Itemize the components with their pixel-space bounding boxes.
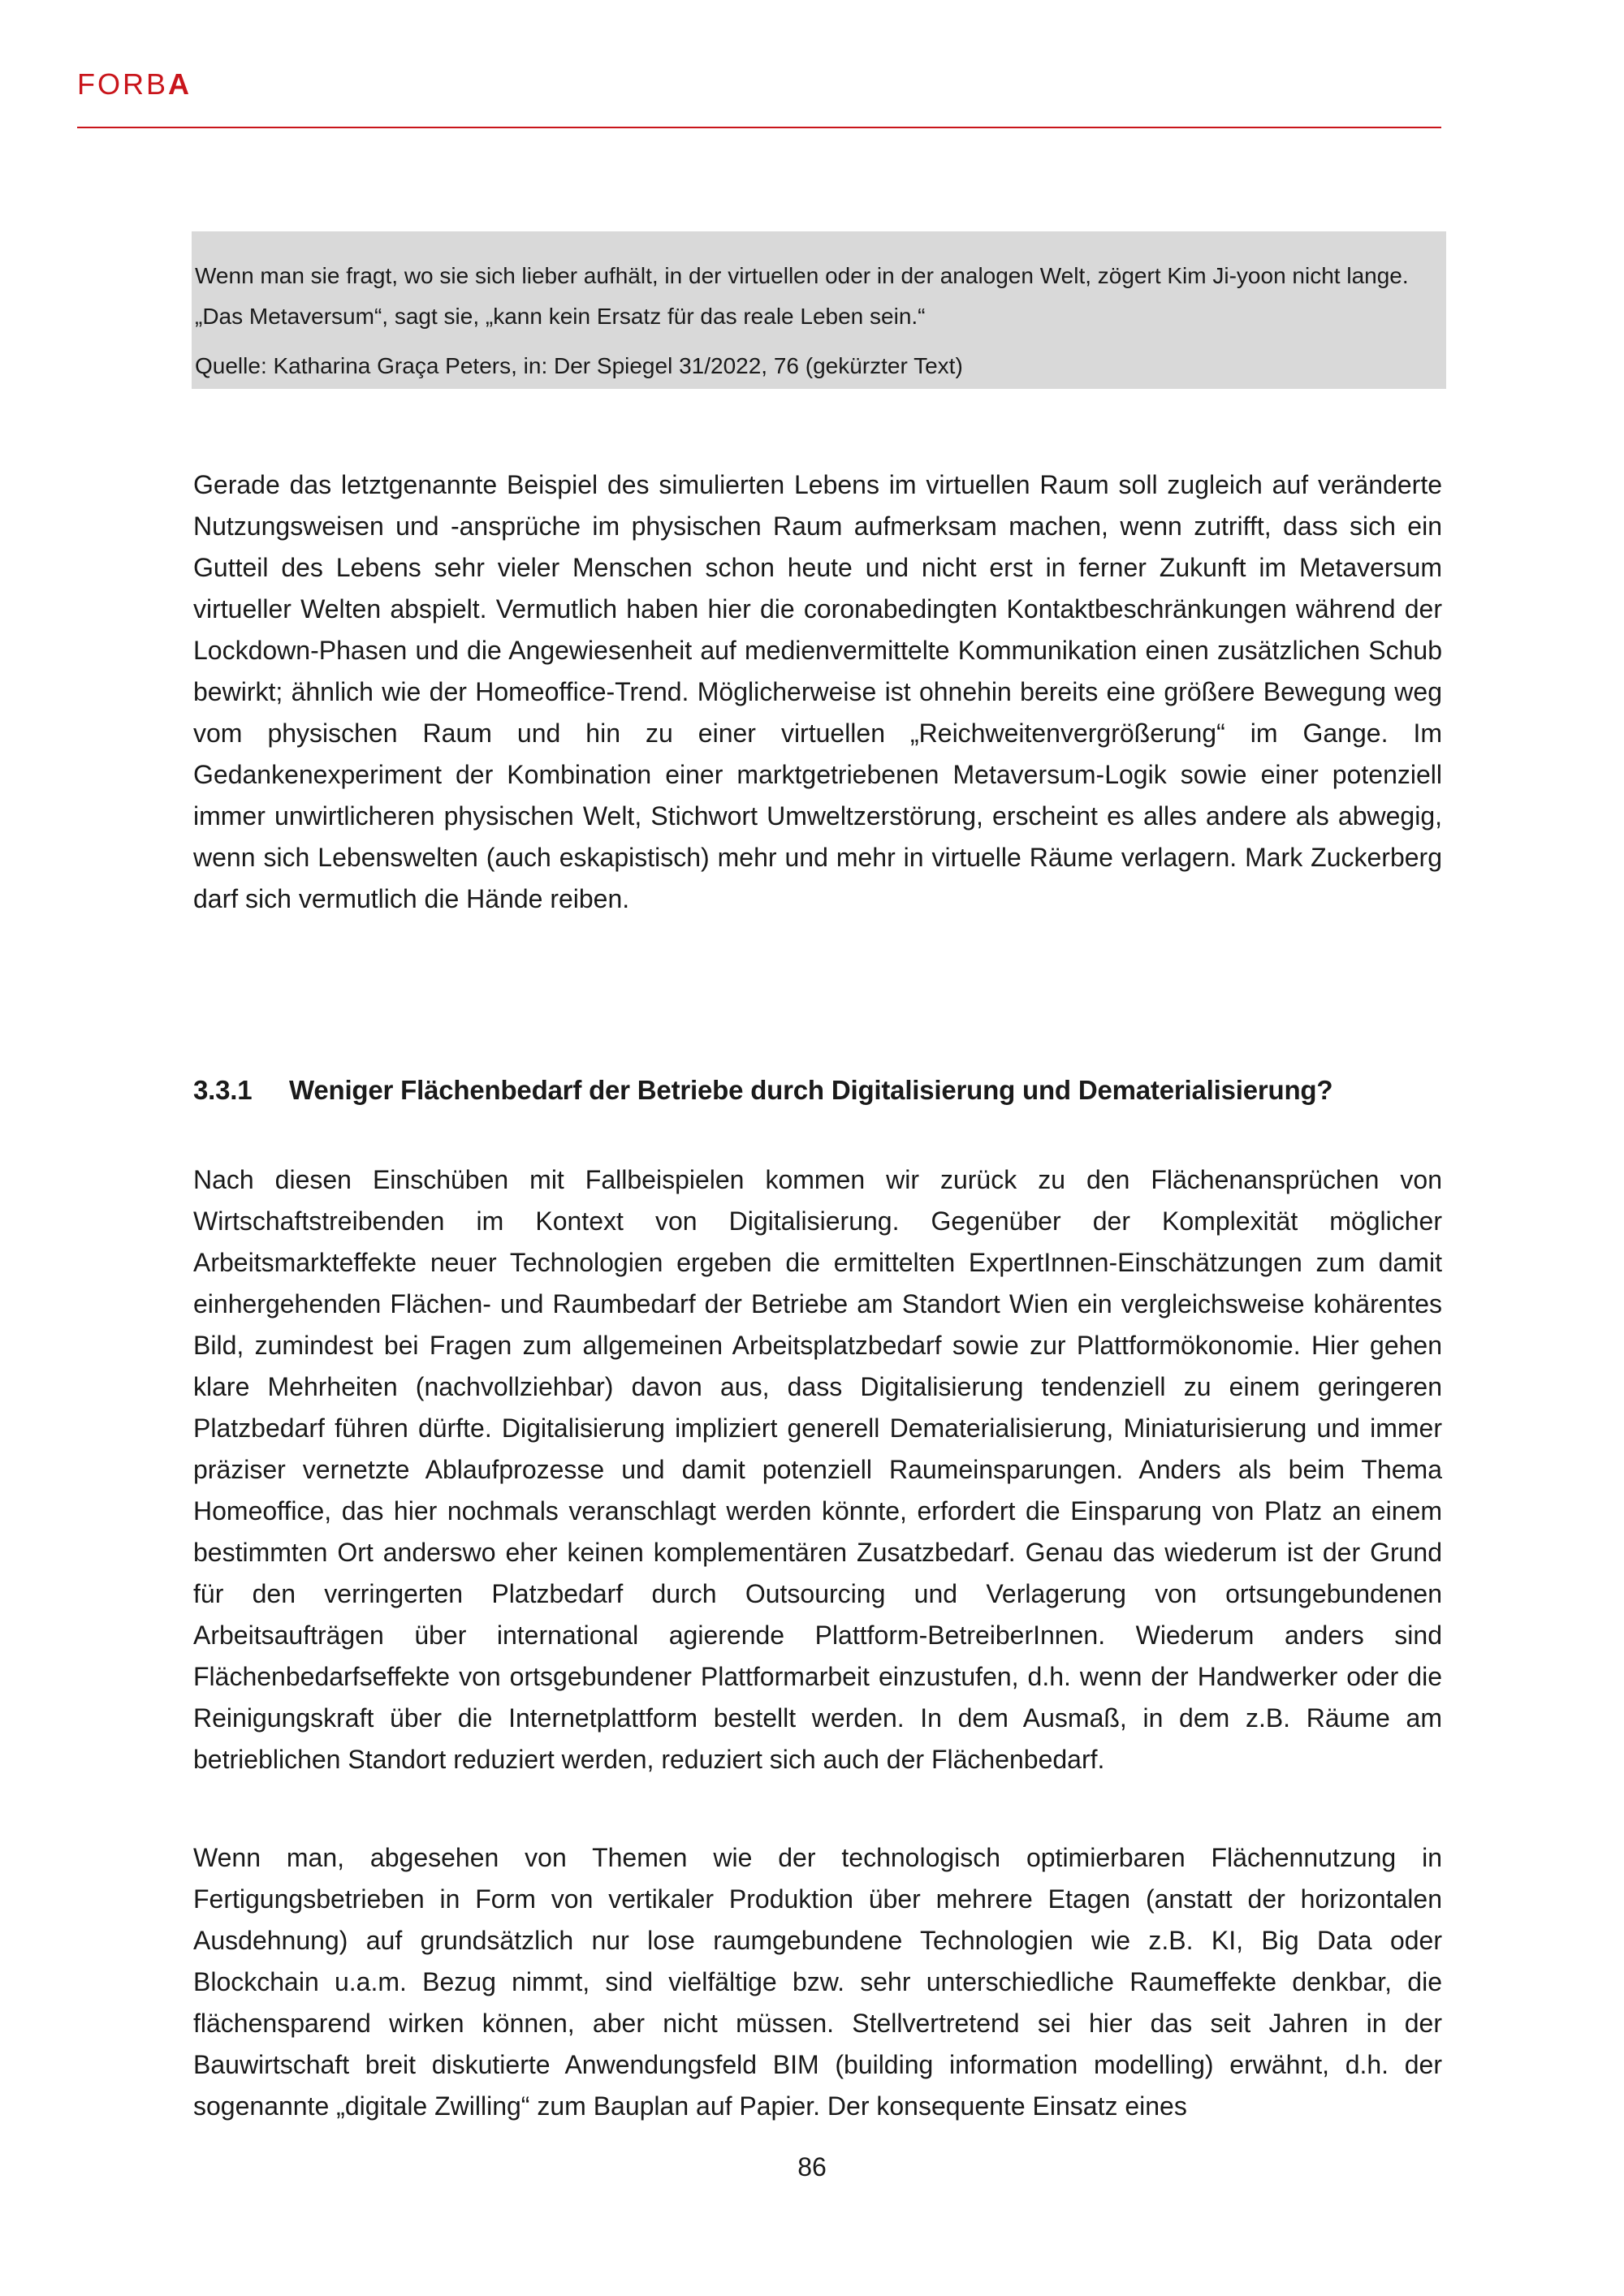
logo-text-bold: A xyxy=(168,67,192,101)
section-title: Weniger Flächenbedarf der Betriebe durch Digitalisierung und Dematerialisierung? xyxy=(289,1075,1333,1105)
quote-text: Wenn man sie fragt, wo sie sich lieber aufhält, in der virtuellen oder in der analogen Welt, zögert Kim Ji-yoon nicht lange. „Das Metaversum“, sagt sie, „kann kein Ersatz für das reale Leben sein.“ xyxy=(195,263,1409,329)
body-paragraph-1: Gerade das letztgenannte Beispiel des simulierten Lebens im virtuellen Raum soll zugleich auf veränderte Nutzungsweisen und -ansprüche im physischen Raum aufmerksam machen, wenn zutrifft, dass sich ein Gutteil des Lebens sehr vieler Menschen schon heute und nicht erst in ferner Zukunft im Metaversum virtueller Welten abspielt. Vermutlich haben hier die coronabedingten Kontaktbeschränkungen während der Lockdown-Phasen und die Angewiesenheit auf medienvermittelte Kommunikation einen zusätzlichen Schub bewirkt; ähnlich wie der Homeoffice-Trend. Möglicherweise ist ohnehin bereits eine größere Bewegung weg vom physischen Raum und hin zu einer virtuellen „Reichweitenvergrößerung“ im Gange. Im Gedankenexperiment der Kombination einer marktgetriebenen Metaversum-Logik sowie einer potenziell immer unwirtlicheren physischen Welt, Stichwort Umweltzerstörung, erscheint es alles andere als abwegig, wenn sich Lebenswelten (auch eskapistisch) mehr und mehr in virtuelle Räume verlagern. Mark Zuckerberg darf sich vermutlich die Hände reiben. xyxy=(193,470,1442,913)
section-heading xyxy=(193,1070,1332,1111)
page-number: 86 xyxy=(797,2152,827,2182)
logo-text-regular: FORB xyxy=(77,67,169,101)
section-paragraph-2: Wenn man, abgesehen von Themen wie der technologisch optimierbaren Flächennutzung in Fertigungsbetrieben in Form von vertikaler Produktion über mehrere Etagen (anstatt der horizontalen Ausdehnung) auf grundsätzlich nur lose raumgebundene Technologien wie z.B. KI, Big Data oder Blockchain u.a.m. Bezug nimmt, sind vielfältige bzw. sehr unterschiedliche Raumeffekte denkbar, die flächensparend wirken können, aber nicht müssen. Stellvertretend sei hier das seit Jahren in der Bauwirtschaft breit diskutierte Anwendungsfeld BIM (building information modelling) erwähnt, d.h. der sogenannte „digitale Zwilling“ zum Bauplan auf Papier. Der konsequente Einsatz eines xyxy=(193,1843,1442,2121)
forba-logo xyxy=(77,67,192,101)
header-divider xyxy=(77,127,1441,128)
quote-box xyxy=(192,231,1446,389)
section-paragraph-1: Nach diesen Einschüben mit Fallbeispielen kommen wir zurück zu den Flächenansprüchen von Wirtschaftstreibenden im Kontext von Digitalisierung. Gegenüber der Komplexität möglicher Arbeitsmarkteffekte neuer Technologien ergeben die ermittelten ExpertInnen-Einschätzungen zum damit einhergehenden Flächen- und Raumbedarf der Betriebe am Standort Wien ein vergleichsweise kohärentes Bild, zumindest bei Fragen zum allgemeinen Arbeitsplatzbedarf sowie zur Plattformökonomie. Hier gehen klare Mehrheiten (nachvollziehbar) davon aus, dass Digitalisierung tendenziell zu einem geringeren Platzbedarf führen dürfte. Digitalisierung impliziert generell Dematerialisierung, Miniaturisierung und immer präziser vernetzte Ablaufprozesse und damit potenziell Raumeinsparungen. Anders als beim Thema Homeoffice, das hier nochmals veranschlagt werden könnte, erfordert die Einsparung von Platz an einem bestimmten Ort anderswo eher keinen komplementären Zusatzbedarf. Genau das wiederum ist der Grund für den verringerten Platzbedarf durch Outsourcing und Verlagerung von ortsungebundenen Arbeitsaufträgen über international agierende Plattform-BetreiberInnen. Wiederum anders sind Flächenbedarfseffekte von ortsgebundener Plattformarbeit einzustufen, d.h. wenn der Handwerker oder die Reinigungskraft über die Internetplattform bestellt werden. In dem Ausmaß, in dem z.B. Räume am betrieblichen Standort reduziert werden, reduziert sich auch der Flächenbedarf. xyxy=(193,1165,1442,1774)
quote-source: Quelle: Katharina Graça Peters, in: Der Spiegel 31/2022, 76 (gekürzter Text) xyxy=(195,353,963,378)
section-number: 3.3.1 xyxy=(193,1075,253,1105)
